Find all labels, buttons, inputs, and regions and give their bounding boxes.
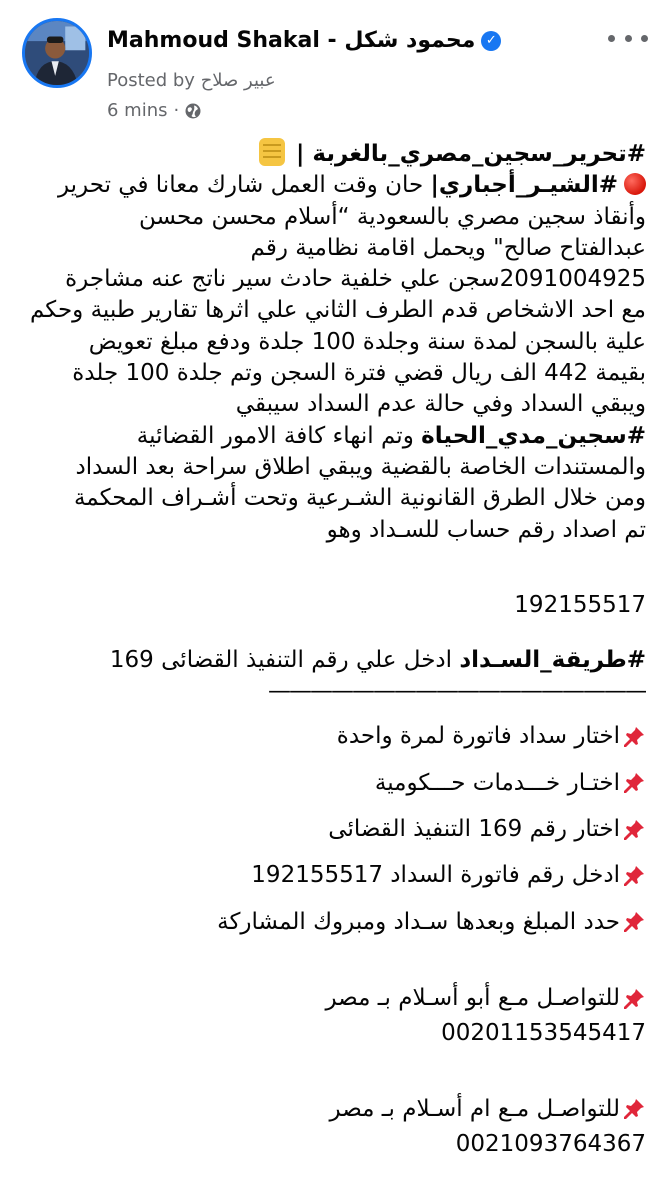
paragraph-line: ومن خلال الطرق القانونية الشـرعية وتحت أشـراف المحكمة (73, 485, 646, 512)
pushpin-icon (622, 910, 646, 934)
post-header (0, 0, 665, 140)
paragraph-line: بقيمة 442 الف ريال قضي فترة السجن وتم جلدة 100 جلدة (72, 360, 646, 387)
meta-separator: · (173, 100, 180, 121)
payment-method-line: #طريقة_السـداد ادخل علي رقم التنفيذ القضائى 169 (109, 647, 646, 674)
avatar-photo (25, 21, 89, 85)
posted-by: Posted by عبير صلاح (107, 70, 276, 91)
more-options-icon[interactable] (608, 28, 648, 48)
paragraph-line: تم اصداد رقم حساب للسـداد وهو (326, 516, 646, 543)
step-item: حدد المبلغ وبعدها سـداد ومبروك المشاركة (18, 907, 646, 938)
paragraph-line: 2091004925سجن علي خلفية حادث سير ناتج عنه مشاجرة (65, 266, 646, 293)
contact-item (18, 1094, 646, 1125)
post-meta (107, 100, 201, 121)
contact-phone[interactable]: 00201153545417 (441, 1020, 646, 1047)
life-hashtag[interactable]: #سجين_مدي_الحياة (421, 422, 646, 449)
paragraph-line: مع احد الاشخاص قدم الطرف الثاني علي اثرها تقارير طبية وحكم (29, 297, 646, 324)
account-number: 192155517 (514, 591, 646, 618)
step-item: اختار سداد فاتورة لمرة واحدة (18, 721, 646, 752)
globe-icon[interactable] (185, 103, 201, 119)
pushpin-icon (622, 771, 646, 795)
red-circle-icon (624, 173, 646, 195)
avatar[interactable] (22, 18, 92, 88)
post-time[interactable]: 6 mins (107, 100, 168, 121)
post-body (18, 138, 646, 1160)
pushpin-icon (622, 987, 646, 1011)
verified-badge-icon: ✓ (481, 31, 501, 51)
step-item: ادخل رقم فاتورة السداد 192155517 (18, 860, 646, 891)
share-hashtag[interactable]: #الشيـر_أجباري| (430, 172, 618, 199)
paragraph-line: وأنقاذ سجين مصري بالسعودية “أسلام محسن محسن (139, 203, 646, 230)
divider: —————————————————— (268, 678, 646, 705)
pushpin-icon (622, 725, 646, 749)
contact-label: للتواصـل مـع أبو أسـلام بـ مصر (325, 984, 620, 1011)
raised-fist-icon (259, 138, 285, 166)
post-title-line (18, 138, 646, 170)
contact-item (18, 983, 646, 1014)
title-hashtag[interactable]: #تحرير_سجين_مصري_بالغربة | (296, 141, 646, 167)
paragraph-line: علية بالسجن لمدة سنة وجلدة 100 جلدة ودفع مبلغ تعويض (88, 328, 646, 355)
pushpin-icon (622, 864, 646, 888)
step-item: اختار رقم 169 التنفيذ القضائى (18, 814, 646, 845)
paragraph-line: #الشيـر_أجباري| حان وقت العمل شارك معانا في تحرير (18, 170, 646, 201)
paragraph-line: ويبقي السداد وفي حالة عدم السداد سيبقي (235, 391, 646, 418)
pushpin-icon (622, 1097, 646, 1121)
contact-phone[interactable]: 0021093764367 (455, 1130, 646, 1157)
paragraph-line: والمستندات الخاصة بالقضية ويبقي اطلاق سراحة بعد السداد (75, 453, 646, 480)
payment-hashtag[interactable]: #طريقة_السـداد (459, 647, 646, 674)
pushpin-icon (622, 818, 646, 842)
step-item: اختـار خـــدمات حـــكومية (18, 768, 646, 799)
paragraph-line: عبدالفتاح صالح" ويحمل اقامة نظامية رقم (250, 234, 646, 261)
contact-label: للتواصـل مـع ام أسـلام بـ مصر (329, 1095, 620, 1122)
author-name-line[interactable] (107, 28, 501, 53)
paragraph-line: #سجين_مدي_الحياة وتم انهاء كافة الامور القضائية (136, 422, 646, 449)
author-name[interactable]: Mahmoud Shakal - محمود شكل (107, 28, 476, 53)
